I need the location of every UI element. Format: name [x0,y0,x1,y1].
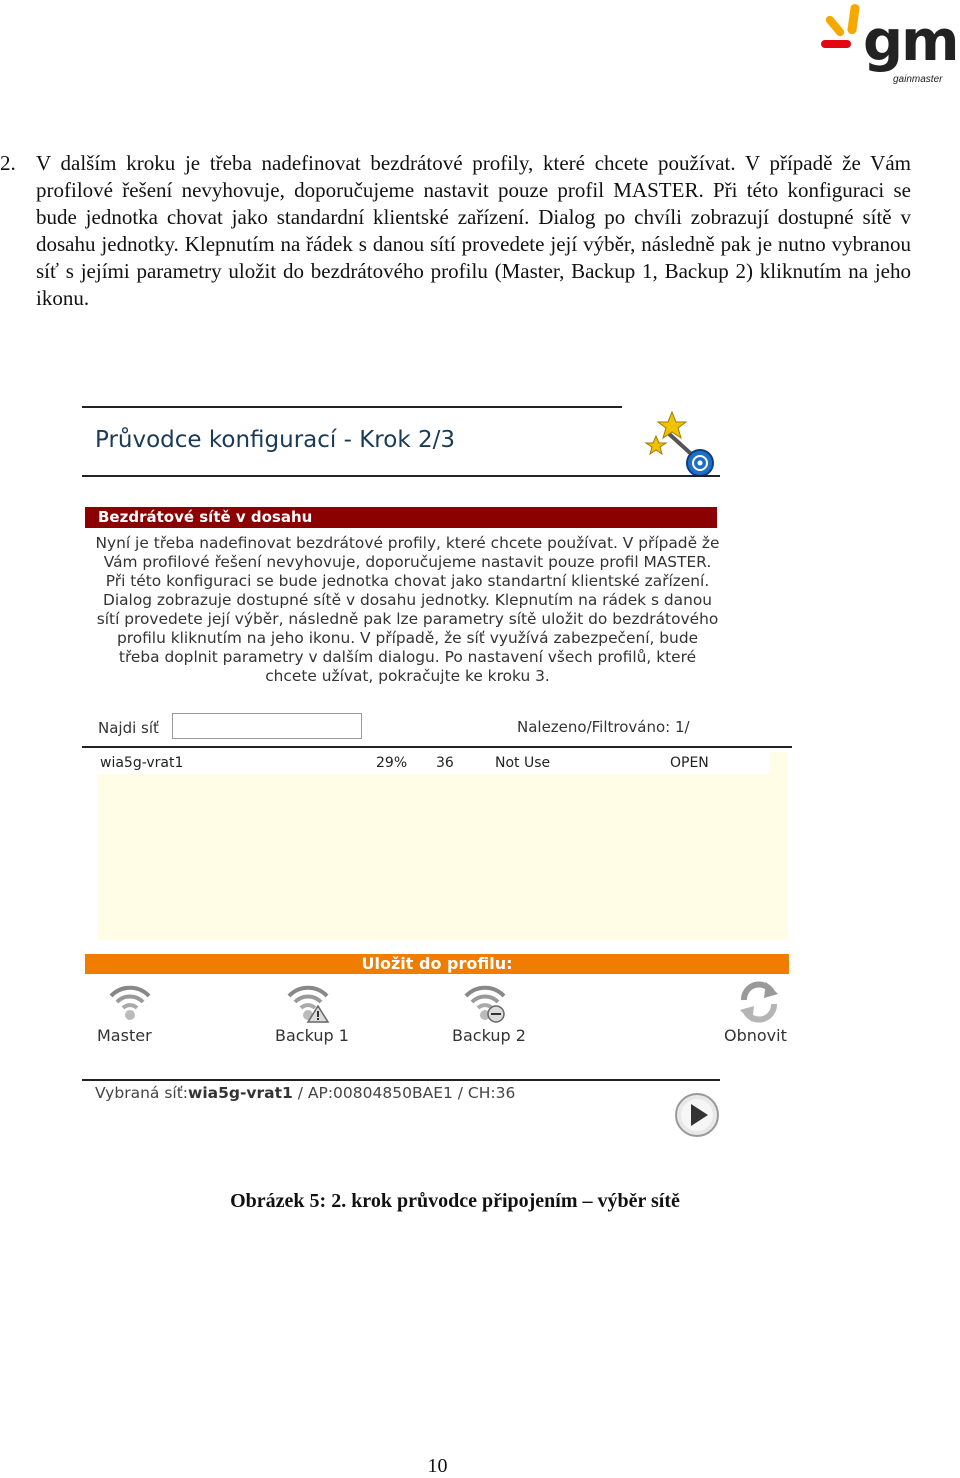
network-row[interactable] [98,752,770,774]
divider [82,1079,720,1081]
wizard-intro-text: Nyní je třeba nadefinovat bezdrátové profily, které chcete používat. V případě že Vám profilové řešení nevyhovuje, doporučujeme nastavit pouze profil MASTER. Při této konfiguraci se bude jednotka chovat jako standartní klientské zařízení. Dialog zobrazuje dostupné sítě v dosahu jednotky. Klepnutím na rádek s danou sítí provedete její výběr, následně pak lze parametry sítě uložit do bezdrátového profilu kliknutím na jeho ikonu. V případě, že síť využívá zabezpečení, bude třeba doplnit parametry v dalším dialogu. Po nastavení všech profilů, které chcete užívat, pokračujte ke kroku 3. [95,534,720,685]
divider [82,406,622,408]
profile-backup2-button[interactable] [452,978,542,1048]
page-number: 10 [427,1455,448,1477]
refresh-label: Obnovit [724,1026,787,1045]
divider [82,746,792,748]
wifi-icon [107,978,153,1024]
selected-details: / AP:00804850BAE1 / CH:36 [292,1084,516,1102]
play-next-button[interactable] [674,1092,720,1138]
selected-prefix: Vybraná síť: [95,1084,188,1102]
network-channel: 36 [436,755,454,771]
network-ssid: wia5g-vrat1 [100,755,184,771]
network-mode: Not Use [495,755,551,771]
wizard-screenshot [80,400,800,1150]
paragraph-text: V dalším kroku je třeba nadefinovat bezdrátové profily, které chcete používat. V případě že Vám profilové řešení nevyhovuje, doporučujeme nastavit pouze profil MASTER. Při této konfiguraci se bude jednotka chovat jako standardní klientské zařízení. Dialog po chvíli zobrazují dostupné sítě v dosahu jednotky. Klepnutím na řádek s danou sítí provedete její výběr, následně pak je nutno vybranou síť s jejími parametry uložit do bezdrátového profilu (Master, Backup 1, Backup 2) kliknutím na jeho ikonu. [36,151,911,310]
search-label: Najdi síť [98,719,159,737]
profile-label: Master [97,1026,152,1045]
found-count: Nalezeno/Filtrováno: 1/ [517,718,690,736]
network-signal: 29% [376,755,408,771]
network-list [98,752,788,940]
figure-caption: Obrázek 5: 2. krok průvodce připojením – výběr sítě [230,1190,680,1212]
network-search-input[interactable] [172,713,362,739]
profile-backup1-button[interactable] [275,978,365,1048]
profile-label: Backup 2 [452,1026,526,1045]
gainmaster-logo [815,0,958,95]
logo-mark: gm [863,9,958,74]
wizard-title: Průvodce konfigurací - Krok 2/3 [95,427,455,453]
selected-network [95,1084,515,1102]
logo-subtitle: gainmaster [893,74,943,85]
selected-ssid: wia5g-vrat1 [188,1084,293,1102]
refresh-icon [736,978,782,1024]
magic-wand-icon [642,410,722,478]
refresh-button[interactable] [724,978,794,1048]
paragraph-number: 2. [0,151,16,175]
wifi-blocked-icon [462,978,508,1024]
divider [82,475,720,477]
profile-label: Backup 1 [275,1026,349,1045]
network-security: OPEN [670,755,709,771]
wifi-warning-icon [285,978,331,1024]
profile-master-button[interactable] [97,978,187,1048]
save-to-profile-bar: Uložit do profilu: [85,954,789,974]
section-header: Bezdrátové sítě v dosahu [85,507,717,528]
